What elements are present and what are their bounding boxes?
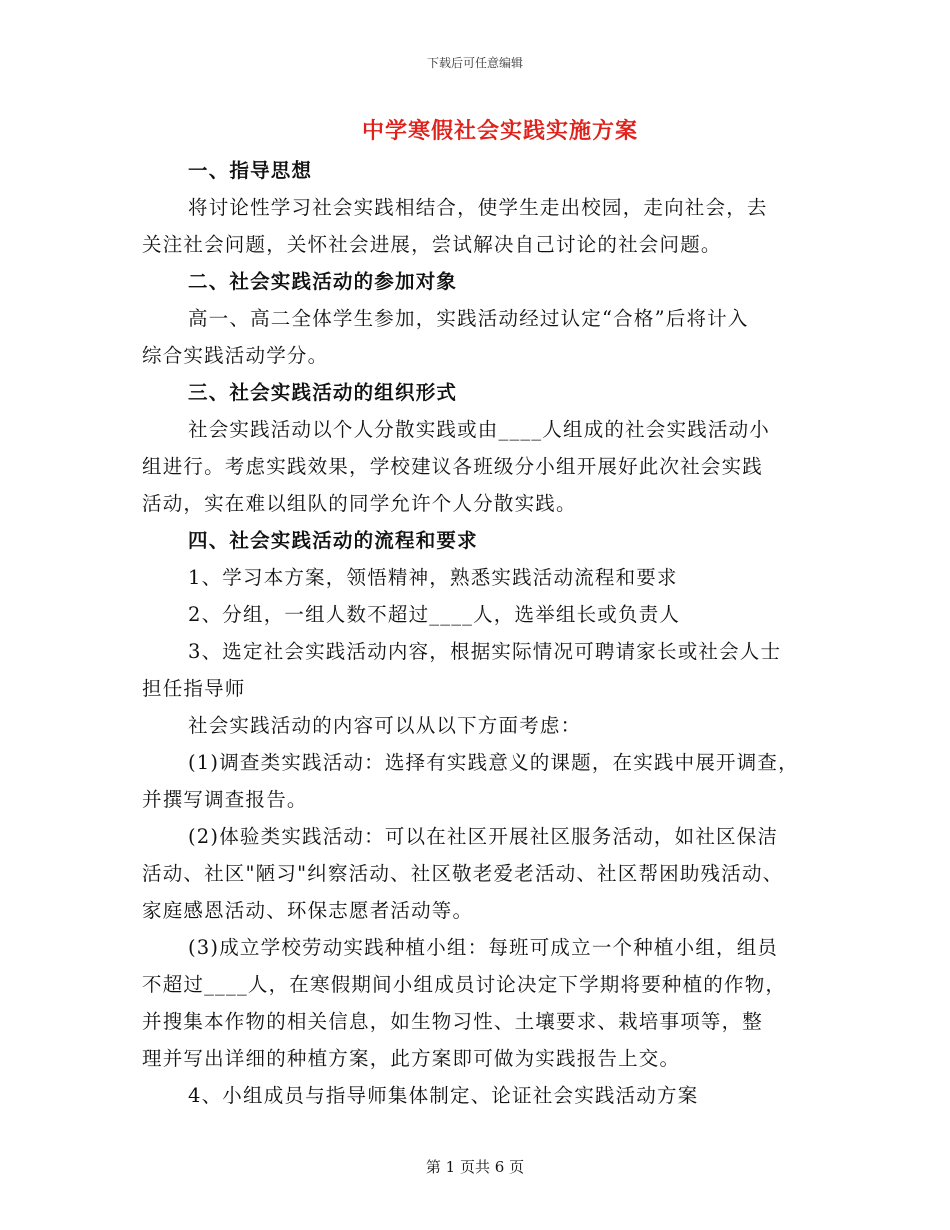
paragraph-line: 活动、社区"陋习"纠察活动、社区敬老爱老活动、社区帮困助残活动、 (142, 862, 784, 885)
paragraph-line: 担任指导师 (142, 677, 246, 700)
paragraph-line: 4、小组成员与指导师集体制定、论证社会实践活动方案 (188, 1084, 699, 1107)
paragraph-line: 社会实践活动的内容可以从以下方面考虑： (188, 714, 582, 737)
paragraph-line: 综合实践活动学分。 (142, 344, 329, 367)
paragraph-line: 并搜集本作物的相关信息，如生物习性、土壤要求、栽培事项等，整 (142, 1010, 764, 1033)
paragraph-line: (2)体验类实践活动：可以在社区开展社区服务活动，如社区保洁 (188, 825, 779, 848)
header-note: 下载后可任意编辑 (426, 56, 523, 70)
paragraph-line: 理并写出详细的种植方案，此方案即可做为实践报告上交。 (142, 1047, 681, 1070)
paragraph-line: 关注社会问题，关怀社会进展，尝试解决自己讨论的社会问题。 (142, 233, 722, 256)
paragraph-line: 活动，实在难以组队的同学允许个人分散实践。 (142, 492, 577, 515)
paragraph-line: 不超过____人，在寒假期间小组成员讨论决定下学期将要种植的作物， (142, 973, 787, 996)
section-heading: 一、指导思想 (188, 159, 313, 182)
section-heading: 二、社会实践活动的参加对象 (188, 270, 458, 293)
section-heading: 三、社会实践活动的组织形式 (188, 381, 458, 404)
paragraph-line: 3、选定社会实践活动内容，根据实际情况可聘请家长或社会人士 (188, 640, 782, 663)
page-footer: 第 1 页共 6 页 (425, 1158, 525, 1176)
paragraph-line: 社会实践活动以个人分散实践或由____人组成的社会实践活动小 (188, 418, 771, 441)
document-title: 中学寒假社会实践实施方案 (361, 118, 638, 144)
document-body (142, 152, 814, 1114)
paragraph-line: 组进行。考虑实践效果，学校建议各班级分小组开展好此次社会实践 (142, 455, 764, 478)
paragraph-line: 高一、高二全体学生参加，实践活动经过认定“合格”后将计入 (188, 307, 749, 330)
paragraph-line: (3)成立学校劳动实践种植小组：每班可成立一个种植小组，组员 (188, 936, 779, 959)
paragraph-line: 家庭感恩活动、环保志愿者活动等。 (142, 899, 474, 922)
paragraph-line: 1、学习本方案，领悟精神，熟悉实践活动流程和要求 (188, 566, 678, 589)
paragraph-line: 并撰写调查报告。 (142, 788, 308, 811)
section-heading: 四、社会实践活动的流程和要求 (188, 529, 478, 552)
paragraph-line: (1)调查类实践活动：选择有实践意义的课题，在实践中展开调查， (188, 751, 799, 774)
paragraph-line: 将讨论性学习社会实践相结合，使学生走出校园，走向社会，去 (188, 196, 768, 219)
paragraph-line: 2、分组，一组人数不超过____人，选举组长或负责人 (188, 603, 681, 626)
